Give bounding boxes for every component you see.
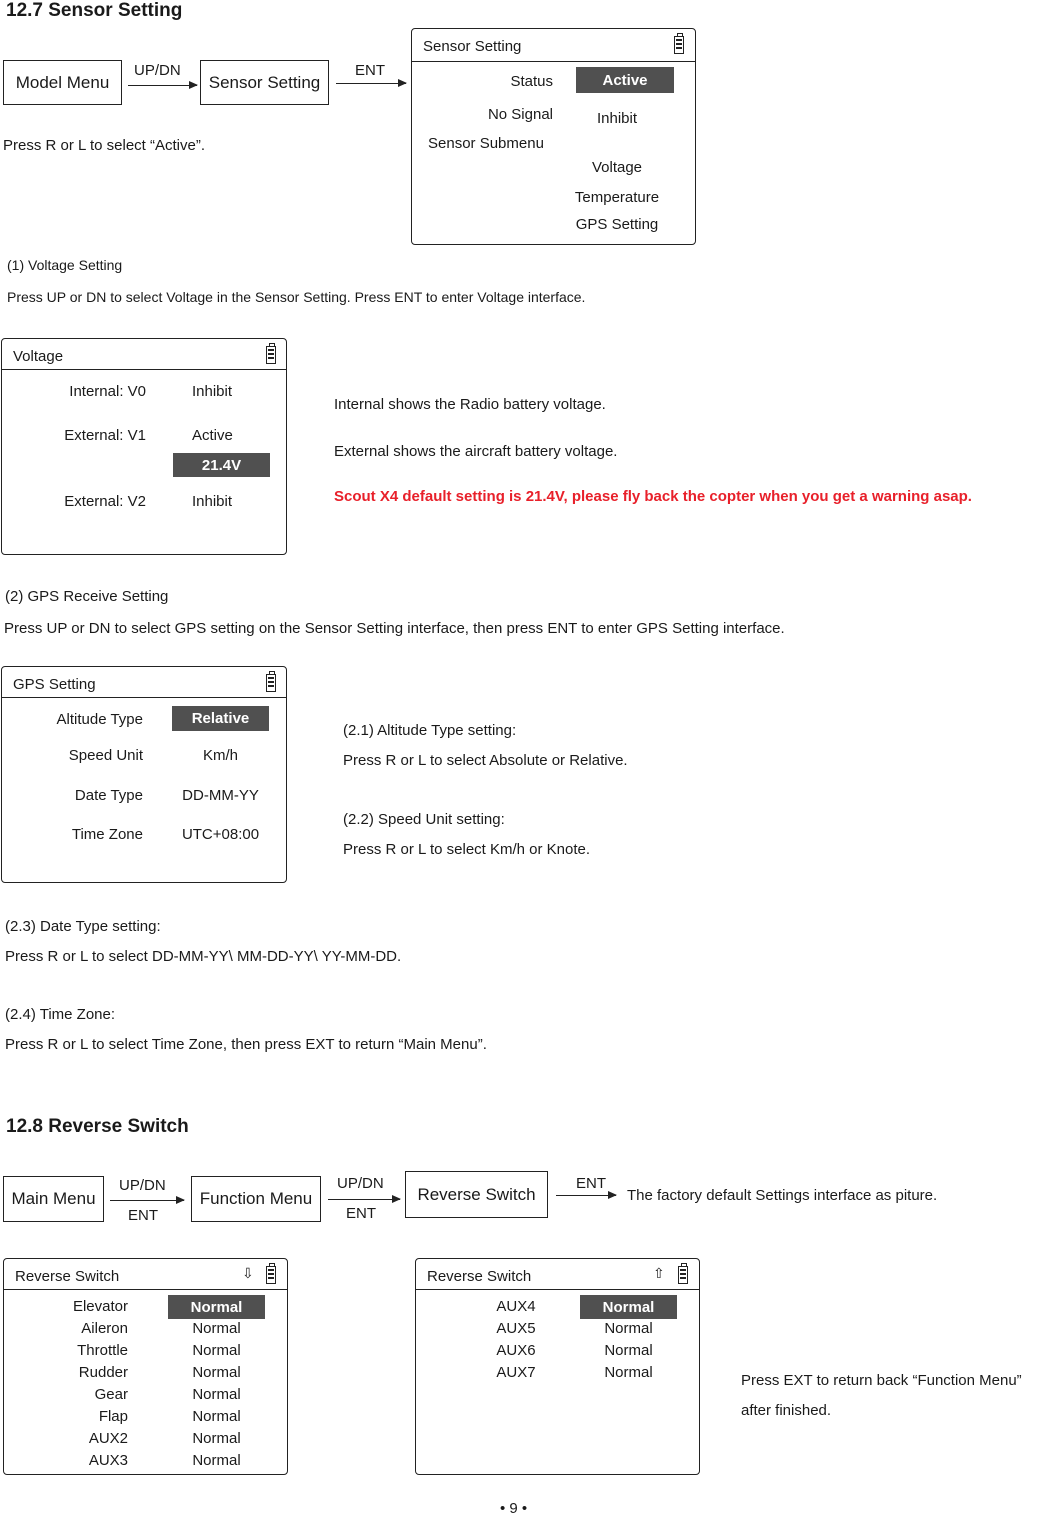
channel-label: Rudder [78, 1364, 128, 1381]
internal-v0-value[interactable]: Inhibit [192, 383, 233, 400]
voltage-warning: Scout X4 default setting is 21.4V, please fly back the copter when you get a warning asap. [334, 488, 972, 505]
title-divider [416, 1289, 699, 1290]
title-divider [4, 1289, 287, 1290]
channel-value[interactable]: Normal [192, 1364, 241, 1381]
section-title-reverse-switch: 12.8 Reverse Switch [6, 1116, 189, 1137]
channel-value[interactable]: Normal [192, 1452, 241, 1469]
gps-23-title: (2.3) Date Type setting: [5, 918, 161, 935]
channel-value[interactable]: Normal [604, 1342, 653, 1359]
channel-value[interactable]: Normal [192, 1342, 241, 1359]
channel-label: Throttle [77, 1342, 128, 1359]
page-number: • 9 • [500, 1500, 528, 1517]
factory-default-note: The factory default Settings interface as piture. [627, 1187, 938, 1204]
v1-threshold-selected[interactable]: 21.4V [173, 453, 270, 477]
flow-label-ent: ENT [355, 62, 385, 79]
channel-label: AUX7 [496, 1364, 536, 1381]
flow-arrow [128, 85, 197, 86]
flow-label-ent: ENT [128, 1207, 158, 1224]
internal-v0-label: Internal: V0 [69, 383, 146, 400]
screen-title: Reverse Switch [427, 1268, 532, 1285]
flow-arrow [328, 1199, 400, 1200]
battery-icon [266, 346, 276, 364]
voltage-note-external: External shows the aircraft battery voltage. [334, 443, 618, 460]
screen-title: Reverse Switch [15, 1268, 120, 1285]
external-v2-label: External: V2 [64, 493, 146, 510]
battery-icon [678, 1266, 688, 1284]
reverse-switch-screen-page1 [3, 1258, 288, 1475]
external-v1-value[interactable]: Active [192, 427, 233, 444]
return-note-line2: after finished. [741, 1402, 832, 1419]
channel-value[interactable]: Normal [604, 1320, 653, 1337]
screen-title: Voltage [13, 348, 64, 365]
voltage-screen [1, 338, 287, 555]
flow-arrow [556, 1195, 616, 1196]
flow-arrow [336, 83, 406, 84]
channel-label: AUX6 [496, 1342, 536, 1359]
title-divider [2, 697, 286, 698]
title-divider [412, 61, 695, 62]
battery-icon [674, 36, 684, 54]
no-signal-label: No Signal [487, 106, 553, 123]
channel-value[interactable]: Normal [192, 1408, 241, 1425]
battery-icon [266, 1266, 276, 1284]
flow-box-sensor-setting: Sensor Setting [200, 60, 329, 105]
no-signal-value[interactable]: Inhibit [596, 110, 638, 127]
channel-label: Elevator [72, 1298, 128, 1315]
channel-value[interactable]: Normal [192, 1320, 241, 1337]
gps-heading: (2) GPS Receive Setting [5, 588, 169, 605]
channel-label: Gear [94, 1386, 128, 1403]
voltage-note-internal: Internal shows the Radio battery voltage. [334, 396, 606, 413]
gps-22-text: Press R or L to select Km/h or Knote. [343, 841, 591, 858]
sensor-submenu-label: Sensor Submenu [428, 135, 544, 152]
flow-label-updn: UP/DN [119, 1177, 166, 1194]
channel-label: AUX4 [496, 1298, 536, 1315]
channel-label: Aileron [81, 1320, 128, 1337]
flow-box-function-menu: Function Menu [191, 1176, 321, 1222]
screen-title: GPS Setting [13, 676, 96, 693]
gps-22-title: (2.2) Speed Unit setting: [343, 811, 505, 828]
flow-arrow [110, 1200, 184, 1201]
arrow-down-outline-icon: ⇩ [242, 1265, 254, 1281]
arrow-up-outline-icon: ⇧ [653, 1265, 665, 1281]
channel-value[interactable]: Normal [192, 1386, 241, 1403]
submenu-temperature[interactable]: Temperature [574, 189, 660, 206]
status-value-selected[interactable]: Active [576, 67, 674, 93]
flow-label-ent: ENT [576, 1175, 606, 1192]
instruction-press-active: Press R or L to select “Active”. [3, 137, 206, 154]
flow-box-reverse-switch: Reverse Switch [405, 1171, 548, 1218]
gps-23-text: Press R or L to select DD-MM-YY\ MM-DD-YY\ YY-MM-DD. [5, 948, 402, 965]
channel-value[interactable]: Normal [192, 1430, 241, 1447]
channel-label: AUX3 [88, 1452, 128, 1469]
flow-box-main-menu: Main Menu [3, 1176, 104, 1222]
channel-value-selected[interactable]: Normal [580, 1295, 677, 1319]
reverse-switch-screen-page2 [415, 1258, 700, 1475]
flow-label-updn: UP/DN [134, 62, 181, 79]
flow-label-ent: ENT [346, 1205, 376, 1222]
gps-24-text: Press R or L to select Time Zone, then press EXT to return “Main Menu”. [5, 1036, 487, 1053]
flow-box-model-menu: Model Menu [3, 60, 122, 105]
speed-unit-label: Speed Unit [68, 747, 143, 764]
screen-title: Sensor Setting [423, 38, 522, 55]
sensor-setting-screen [411, 28, 696, 245]
altitude-type-value-selected[interactable]: Relative [172, 706, 269, 731]
external-v2-value[interactable]: Inhibit [192, 493, 233, 510]
gps-21-text: Press R or L to select Absolute or Relative. [343, 752, 628, 769]
voltage-heading: (1) Voltage Setting [7, 257, 123, 273]
submenu-gps-setting[interactable]: GPS Setting [575, 216, 659, 233]
submenu-voltage[interactable]: Voltage [591, 159, 643, 176]
external-v1-label: External: V1 [64, 427, 146, 444]
channel-label: Flap [98, 1408, 128, 1425]
section-title-sensor-setting: 12.7 Sensor Setting [6, 0, 183, 21]
channel-label: AUX2 [88, 1430, 128, 1447]
altitude-type-label: Altitude Type [56, 711, 143, 728]
channel-value-selected[interactable]: Normal [168, 1295, 265, 1319]
gps-21-title: (2.1) Altitude Type setting: [343, 722, 517, 739]
title-divider [2, 369, 286, 370]
status-label: Status [510, 73, 553, 90]
gps-24-title: (2.4) Time Zone: [5, 1006, 116, 1023]
return-note-line1: Press EXT to return back “Function Menu” [741, 1372, 1022, 1389]
voltage-intro: Press UP or DN to select Voltage in the Sensor Setting. Press ENT to enter Voltage interface. [7, 289, 586, 305]
gps-intro: Press UP or DN to select GPS setting on the Sensor Setting interface, then press ENT to enter GPS Setting interface. [4, 620, 785, 637]
date-type-label: Date Type [74, 787, 143, 804]
channel-label: AUX5 [496, 1320, 536, 1337]
battery-icon [266, 674, 276, 692]
flow-label-updn: UP/DN [337, 1175, 384, 1192]
time-zone-value[interactable]: UTC+08:00 [181, 826, 260, 843]
date-type-value[interactable]: DD-MM-YY [182, 787, 259, 804]
channel-value[interactable]: Normal [604, 1364, 653, 1381]
time-zone-label: Time Zone [71, 826, 143, 843]
gps-setting-screen [1, 666, 287, 883]
speed-unit-value[interactable]: Km/h [202, 747, 238, 764]
